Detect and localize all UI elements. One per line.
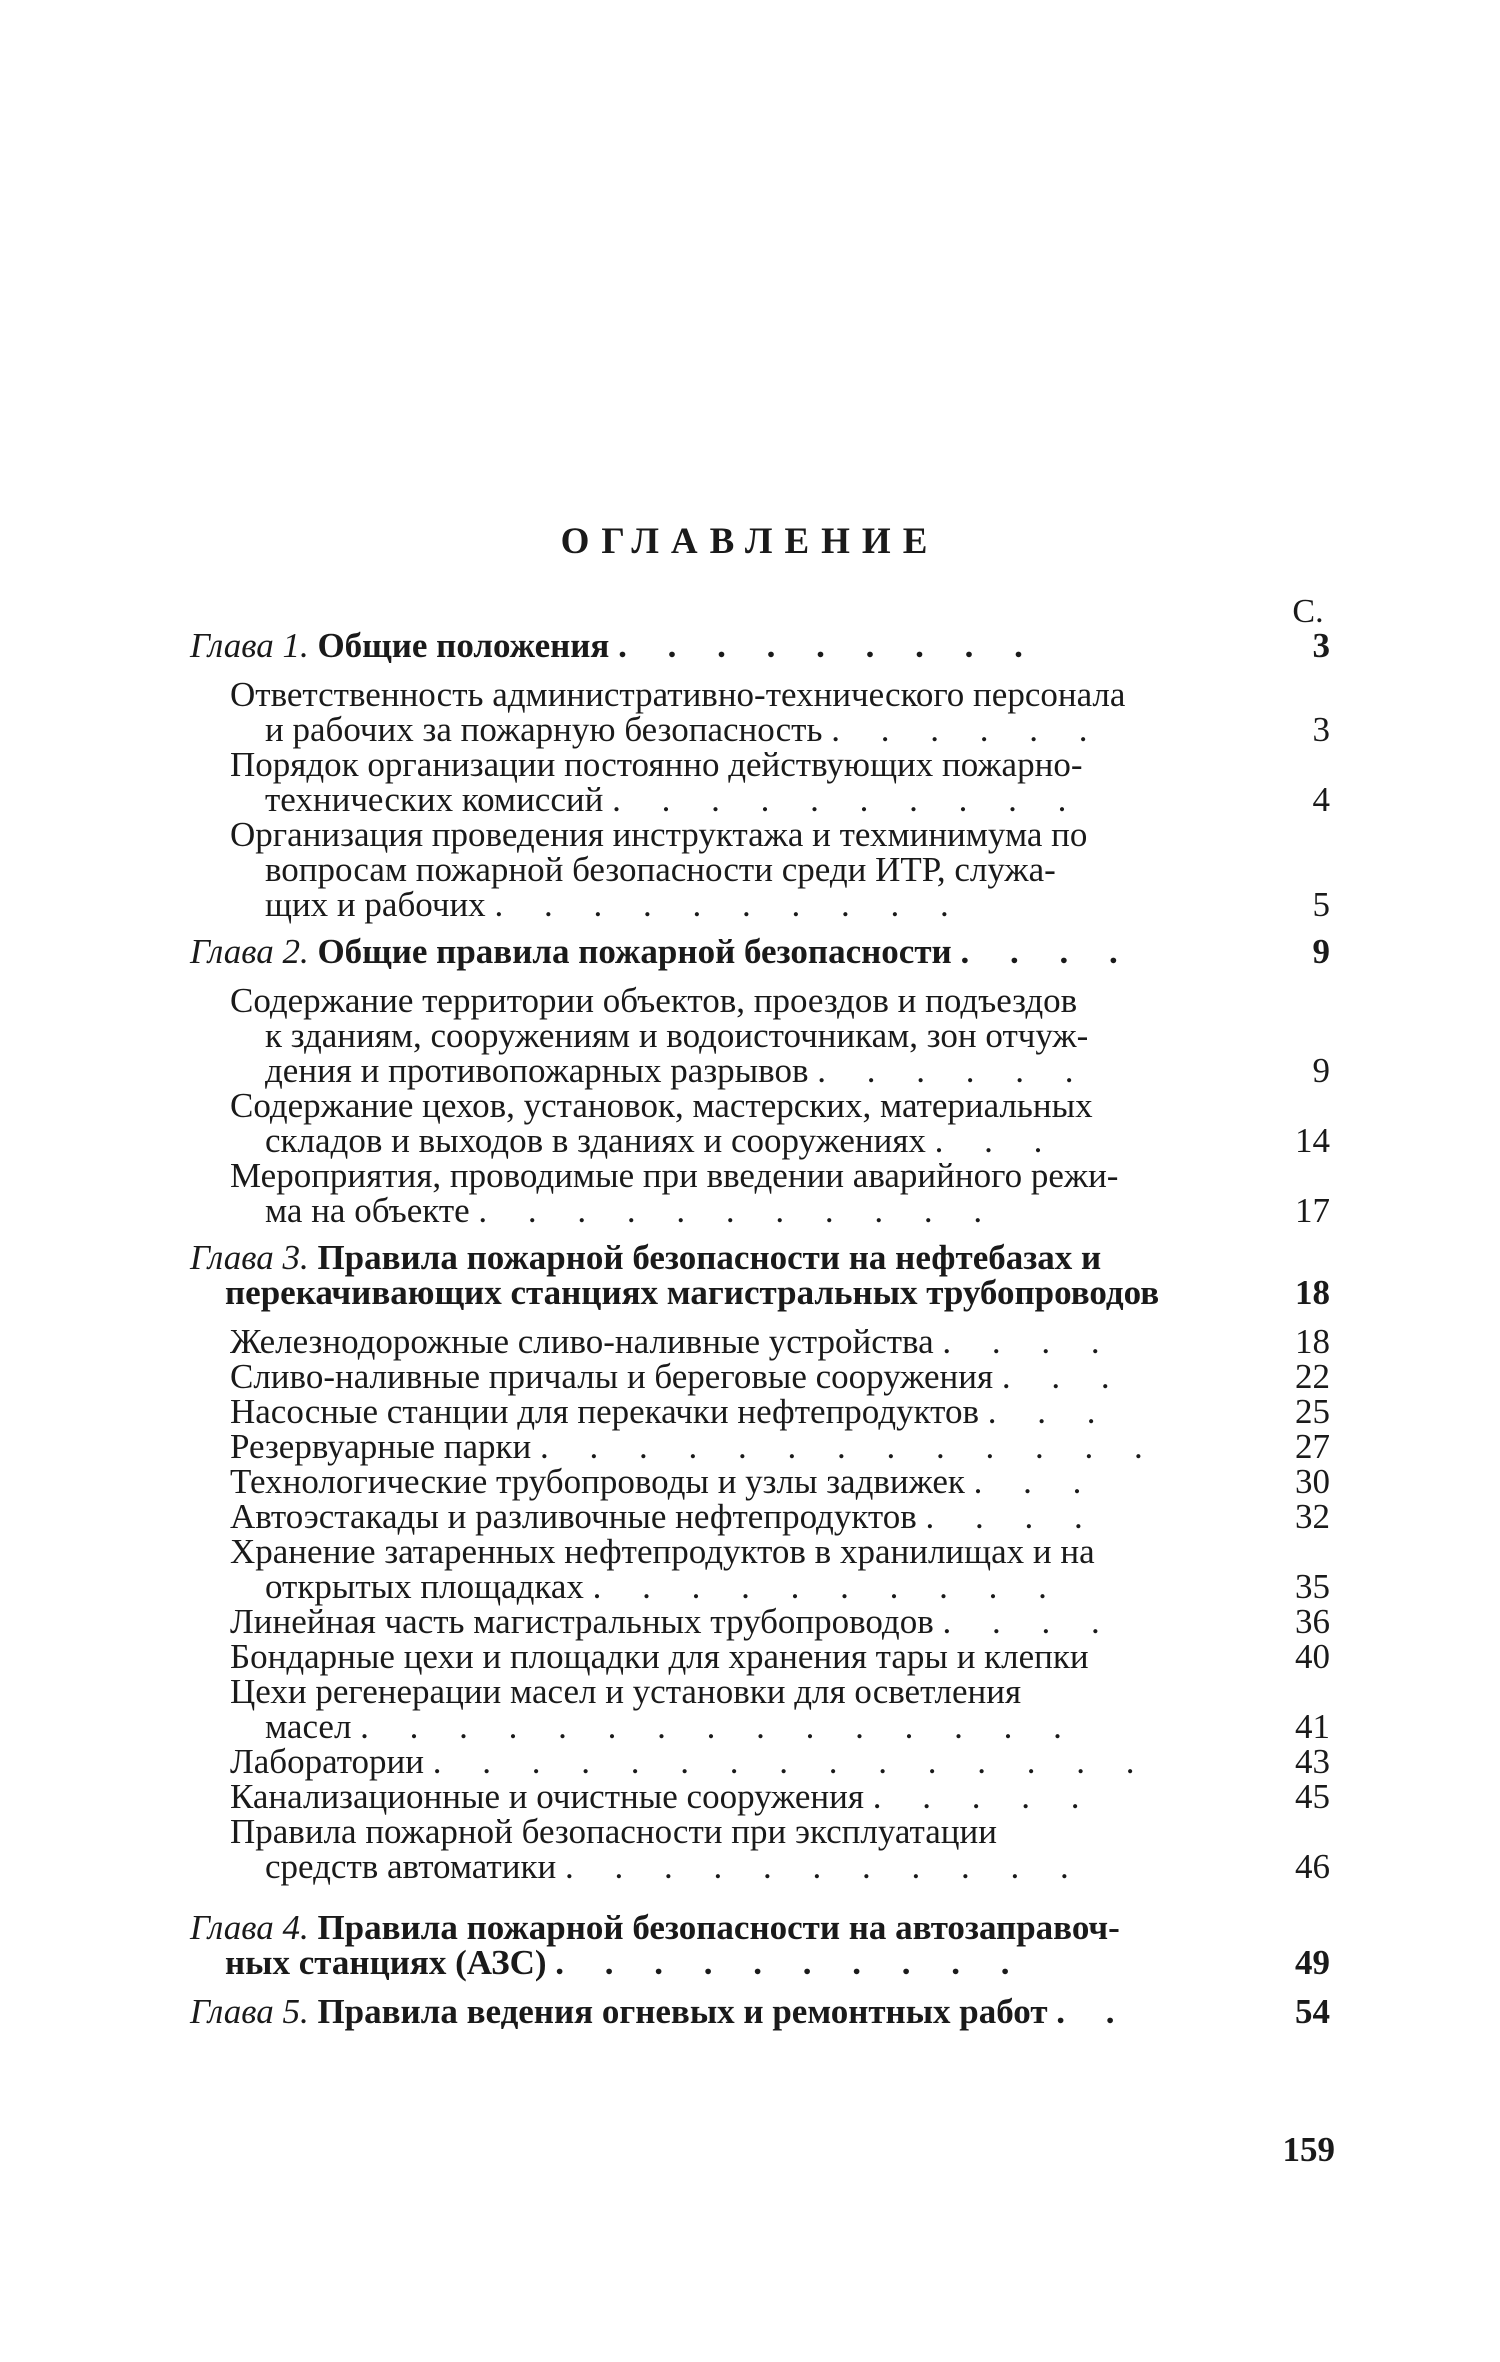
toc-section-entry [190,1464,1330,1499]
toc-chapter-entry [190,628,1330,663]
leader-dots: . . . . . . . . . . . [564,1847,1085,1886]
toc-entry-line-text: Бондарные цехи и площадки для хранения тары и клепки [230,1637,1089,1676]
toc-page-number: 32 [1295,1497,1330,1536]
toc-page-number: 3 [1312,626,1330,665]
toc-section-entry [190,1359,1330,1394]
toc-entry-line [230,1499,1210,1534]
toc-entry-line [230,677,1210,712]
toc-entry-line-text: Ответственность административно-технического персонала [230,675,1126,714]
page-column-header: С. [1292,593,1324,630]
toc-section-entry [190,1744,1330,1779]
toc-page-number: 22 [1295,1357,1330,1396]
toc-page-number: 3 [1312,710,1330,749]
toc-entry-text [190,1464,1210,1499]
toc-entry-line [230,1779,1210,1814]
toc-entry-line-text: и рабочих за пожарную безопасность [265,710,823,749]
toc-page-number: 30 [1295,1462,1330,1501]
toc-entry-line [230,1429,1210,1464]
toc-entry-line-text: Мероприятия, проводимые при введении аварийного режи- [230,1156,1119,1195]
toc-section-entry [190,1158,1330,1228]
toc-section-entry [190,677,1330,747]
toc-page-number: 35 [1295,1567,1330,1606]
toc-entry-text [190,1674,1210,1744]
toc-entry-line [230,1639,1210,1674]
toc-page-number: 17 [1295,1191,1330,1230]
leader-dots: . . . [973,1462,1098,1501]
leader-dots: . . . . . . . . . . [612,780,1083,819]
chapter-label: Глава 4. [190,1908,309,1947]
toc-entry-line-text: Содержание территории объектов, проездов и подъездов [230,981,1078,1020]
toc-section-entry [190,983,1330,1088]
toc-entry-line [230,1569,1210,1604]
leader-dots: . . . . . . [817,1051,1090,1090]
toc-entry-line [230,1849,1210,1884]
leader-dots: . . . [987,1392,1112,1431]
toc-entry-text [190,1994,1210,2029]
toc-entry-line [230,1123,1210,1158]
leader-dots: . . . . . [872,1777,1096,1816]
toc-entry-text [190,628,1210,663]
toc-section-entry [190,817,1330,922]
toc-entry-line-text: масел [265,1707,352,1746]
toc-chapter-entry [190,1240,1330,1310]
toc-entry-text [190,1359,1210,1394]
toc-page-number: 27 [1295,1427,1330,1466]
chapter-label: Глава 3. [190,1238,309,1277]
toc-entry-line [230,1744,1210,1779]
toc-entry-text [190,747,1210,817]
toc-entry-line-text: складов и выходов в зданиях и сооружениях [265,1121,926,1160]
leader-dots: . . [1056,1992,1131,2031]
table-of-contents [190,628,1330,2029]
toc-entry-line [190,1240,1210,1275]
toc-section-entry [190,1324,1330,1359]
toc-entry-line [190,1994,1210,2029]
toc-section-entry [190,1499,1330,1534]
toc-page-number: 5 [1312,885,1330,924]
toc-entry-line [190,628,1210,663]
toc-section-entry [190,1394,1330,1429]
leader-dots: . . . [1001,1357,1126,1396]
toc-entry-text [190,983,1210,1088]
leader-dots: . . . . . . . . . . [592,1567,1063,1606]
toc-entry-line-text: Правила пожарной безопасности на автозаправоч- [317,1908,1120,1947]
toc-entry-line [230,983,1210,1018]
toc-entry-line-text: дения и противопожарных разрывов [265,1051,809,1090]
toc-entry-line-text: ных станциях (АЗС) [225,1943,547,1982]
toc-entry-text [190,1910,1210,1980]
leader-dots: . . . . . . . . . . . . . . . [432,1742,1151,1781]
toc-page-number: 9 [1312,1051,1330,1090]
toc-entry-line-text: Автоэстакады и разливочные нефтепродуктов [230,1497,917,1536]
toc-entry-text [190,1429,1210,1464]
toc-entry-line [230,1018,1210,1053]
toc-section-entry [190,1674,1330,1744]
toc-entry-line [230,1814,1210,1849]
chapter-label: Глава 2. [190,932,309,971]
toc-section-entry [190,747,1330,817]
toc-page-number: 46 [1295,1847,1330,1886]
toc-entry-line-text: Сливо-наливные причалы и береговые сооружения [230,1357,994,1396]
leader-dots: . . . . . . . . . . . . . [540,1427,1159,1466]
toc-page-number: 18 [1295,1322,1330,1361]
toc-entry-line [230,817,1210,852]
toc-entry-line-text: вопросам пожарной безопасности среди ИТР, служа- [265,850,1056,889]
toc-page-number: 25 [1295,1392,1330,1431]
toc-entry-line-text: Железнодорожные сливо-наливные устройства [230,1322,934,1361]
toc-entry-line-text: Порядок организации постоянно действующих пожарно- [230,745,1083,784]
toc-entry-line [230,1464,1210,1499]
toc-entry-line [230,1534,1210,1569]
page-number: 159 [1282,2130,1335,2169]
toc-chapter-entry [190,1994,1330,2029]
toc-entry-line-text: Организация проведения инструктажа и техминимума по [230,815,1088,854]
toc-entry-line-text: перекачивающих станциях магистральных трубопроводов [225,1273,1160,1312]
toc-entry-line [230,1193,1210,1228]
toc-chapter-entry [190,934,1330,969]
toc-entry-line [230,1359,1210,1394]
toc-entry-line-text: Резервуарные парки [230,1427,532,1466]
leader-dots: . . . . . . . . . . . [478,1191,999,1230]
toc-entry-text [190,1088,1210,1158]
toc-entry-line [230,1709,1210,1744]
toc-section-entry [190,1779,1330,1814]
toc-entry-line-text: Правила ведения огневых и ремонтных работ [317,1992,1048,2031]
toc-entry-text [190,1499,1210,1534]
toc-entry-line [190,934,1210,969]
toc-entry-line-text: Общие положения [317,626,610,665]
toc-entry-line [230,1088,1210,1123]
toc-entry-line [230,1324,1210,1359]
toc-page-number: 49 [1295,1943,1330,1982]
toc-section-entry [190,1639,1330,1674]
toc-entry-line-text: Хранение затаренных нефтепродуктов в хранилищах и на [230,1532,1095,1571]
toc-entry-line-text: средств автоматики [265,1847,557,1886]
toc-entry-text [190,1814,1210,1884]
toc-page-number: 9 [1312,932,1330,971]
toc-entry-line-text: Цехи регенерации масел и установки для осветления [230,1672,1022,1711]
toc-entry-line-text: ма на объекте [265,1191,470,1230]
toc-entry-text [190,1324,1210,1359]
toc-entry-line-text: Содержание цехов, установок, мастерских, материальных [230,1086,1093,1125]
toc-section-entry [190,1604,1330,1639]
chapter-label: Глава 5. [190,1992,309,2031]
toc-entry-line [190,1275,1210,1310]
toc-entry-text [190,1534,1210,1604]
toc-section-entry [190,1814,1330,1884]
toc-entry-line-text: технических комиссий [265,780,604,819]
toc-entry-line [230,782,1210,817]
toc-entry-text [190,934,1210,969]
toc-section-entry [190,1088,1330,1158]
leader-dots: . . . . . . . . . [618,626,1039,665]
toc-entry-text [190,1779,1210,1814]
chapter-label: Глава 1. [190,626,309,665]
toc-entry-line-text: Лаборатории [230,1742,425,1781]
leader-dots: . . . . . . . . . . . . . . . [360,1707,1078,1746]
leader-dots: . . . . [960,932,1134,971]
toc-entry-line-text: Технологические трубопроводы и узлы задвижек [230,1462,965,1501]
toc-page-number: 40 [1295,1637,1330,1676]
toc-page-number: 43 [1295,1742,1330,1781]
toc-chapter-entry [190,1910,1330,1980]
toc-entry-line [190,1945,1210,1980]
toc-entry-line-text: Правила пожарной безопасности при эксплуатации [230,1812,997,1851]
toc-entry-line [230,1674,1210,1709]
toc-entry-line [230,1053,1210,1088]
toc-entry-line [230,1394,1210,1429]
toc-entry-line [230,852,1210,887]
toc-entry-text [190,1394,1210,1429]
page-title: ОГЛАВЛЕНИЕ [560,521,940,562]
toc-entry-line [230,887,1210,922]
leader-dots: . . . [934,1121,1059,1160]
toc-entry-line [230,1604,1210,1639]
toc-page-number: 41 [1295,1707,1330,1746]
toc-entry-text [190,677,1210,747]
toc-page-number: 18 [1295,1273,1330,1312]
toc-page-number: 54 [1295,1992,1330,2031]
toc-page-number: 36 [1295,1602,1330,1641]
leader-dots: . . . . . . . . . . [494,885,965,924]
toc-entry-text [190,817,1210,922]
toc-section-entry [190,1534,1330,1604]
leader-dots: . . . . . . [831,710,1104,749]
toc-entry-line [190,1910,1210,1945]
toc-entry-text [190,1158,1210,1228]
leader-dots: . . . . [942,1322,1116,1361]
toc-entry-line-text: открытых площадках [265,1567,584,1606]
toc-entry-line-text: Насосные станции для перекачки нефтепродуктов [230,1392,979,1431]
toc-entry-line-text: к зданиям, сооружениям и водоисточникам, зон отчуж- [265,1016,1089,1055]
toc-entry-line-text: Канализационные и очистные сооружения [230,1777,864,1816]
leader-dots: . . . . [942,1602,1116,1641]
toc-entry-text [190,1604,1210,1639]
leader-dots: . . . . . . . . . . [555,1943,1026,1982]
toc-entry-line [230,747,1210,782]
toc-page-number: 14 [1295,1121,1330,1160]
toc-entry-line-text: Линейная часть магистральных трубопроводов [230,1602,934,1641]
toc-page-number: 4 [1312,780,1330,819]
toc-section-entry [190,1429,1330,1464]
toc-entry-line-text: щих и рабочих [265,885,486,924]
toc-entry-text [190,1744,1210,1779]
toc-page-number: 45 [1295,1777,1330,1816]
toc-entry-line-text: Правила пожарной безопасности на нефтебазах и [317,1238,1102,1277]
toc-entry-line [230,712,1210,747]
toc-entry-text [190,1639,1210,1674]
toc-entry-line-text: Общие правила пожарной безопасности [317,932,952,971]
toc-entry-text [190,1240,1210,1310]
leader-dots: . . . . [925,1497,1099,1536]
toc-entry-line [230,1158,1210,1193]
